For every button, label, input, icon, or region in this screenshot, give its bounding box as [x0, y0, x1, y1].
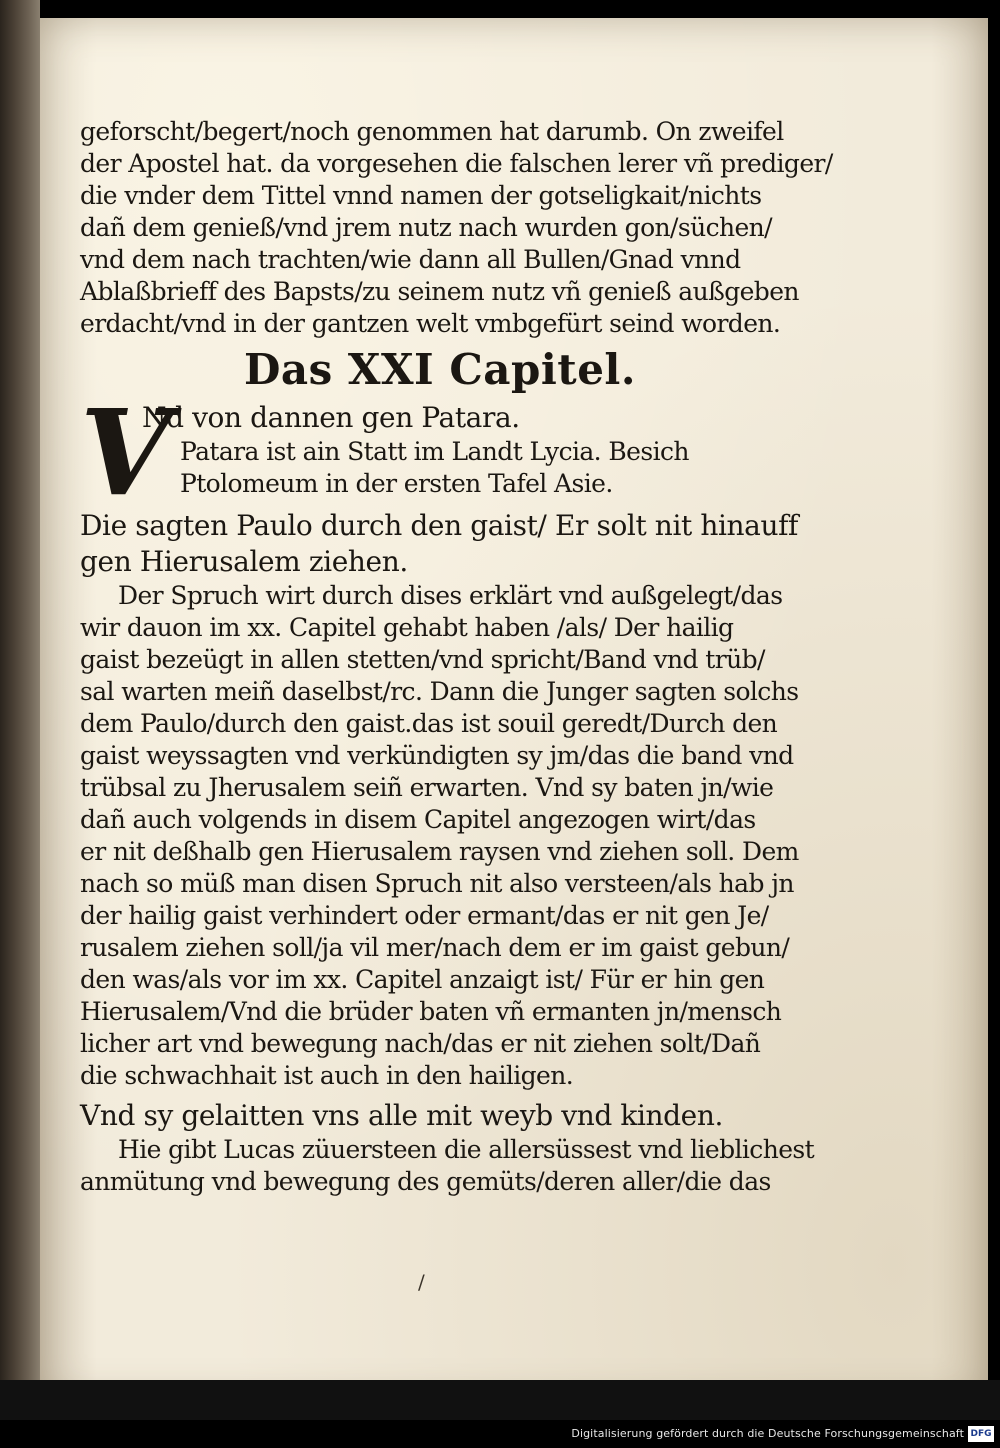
text-line: dem Paulo/durch den gaist.das ist souil geredt/Durch den: [80, 709, 778, 738]
opening-paragraph: [80, 116, 833, 340]
verse-line: Nd von dannen gen Patara.: [142, 401, 520, 434]
text-line: Hie gibt Lucas züuersteen die allersüssest vnd lieblichest: [118, 1135, 815, 1164]
commentary-paragraph: [80, 1134, 815, 1198]
text-line: anmütung vnd bewegung des gemüts/deren aller/die das: [80, 1167, 771, 1196]
text-line: den was/als vor im xx. Capitel anzaigt ist/ Für er hin gen: [80, 965, 765, 994]
text-line: er nit deßhalb gen Hierusalem raysen vnd ziehen soll. Dem: [80, 837, 799, 866]
text-line: Ablaßbrieff des Bapsts/zu seinem nutz vñ genieß außgeben: [80, 277, 799, 306]
verse-block: [80, 508, 800, 580]
drop-initial: V: [80, 383, 172, 522]
gloss-line: Patara ist ain Statt im Landt Lycia. Besich: [180, 437, 689, 466]
text-line: dañ auch volgends in disem Capitel angezogen wirt/das: [80, 805, 756, 834]
text-line: trübsal zu Jherusalem seiñ erwarten. Vnd sy baten jn/wie: [80, 773, 774, 802]
dfg-logo-icon: DFG: [968, 1426, 994, 1442]
book-page: [40, 18, 988, 1402]
scan-bottom-edge: [0, 1380, 1000, 1420]
page-mark: /: [418, 1270, 425, 1294]
text-line: die schwachhait ist auch in den hailigen.: [80, 1061, 574, 1090]
text-line: erdacht/vnd in der gantzen welt vmbgefürt seind worden.: [80, 309, 781, 338]
chapter-heading: Das XXI Capitel.: [243, 345, 636, 394]
text-line: licher art vnd bewegung nach/das er nit ziehen solt/Dañ: [80, 1029, 761, 1058]
text-line: dañ dem genieß/vnd jrem nutz nach wurden gon/süchen/: [80, 213, 772, 242]
text-line: nach so müß man disen Spruch nit also versteen/als hab jn: [80, 869, 794, 898]
initial-text: [142, 400, 689, 500]
text-line: sal warten meiñ daselbst/rc. Dann die Junger sagten solchs: [80, 677, 799, 706]
scan-binding-edge: [0, 0, 40, 1420]
page-text: [80, 116, 833, 1198]
text-line: Der Spruch wirt durch dises erklärt vnd außgelegt/das: [118, 581, 783, 610]
commentary-paragraph: [80, 580, 800, 1092]
text-line: vnd dem nach trachten/wie dann all Bullen/Gnad vnnd: [80, 245, 741, 274]
text-line: wir dauon im xx. Capitel gehabt haben /als/ Der hailig: [80, 613, 734, 642]
verse-line: Die sagten Paulo durch den gaist/ Er solt nit hinauff: [80, 509, 799, 542]
text-line: gaist bezeügt in allen stetten/vnd spricht/Band vnd trüb/: [80, 645, 765, 674]
text-line: die vnder dem Tittel vnnd namen der gotseligkait/nichts: [80, 181, 762, 210]
text-line: der Apostel hat. da vorgesehen die falschen lerer vñ prediger/: [80, 149, 833, 178]
text-line: Hierusalem/Vnd die brüder baten vñ ermanten jn/mensch: [80, 997, 782, 1026]
gloss-line: Ptolomeum in der ersten Tafel Asie.: [180, 469, 613, 498]
verse-line: Vnd sy gelaitten vns alle mit weyb vnd kinden.: [80, 1099, 723, 1132]
text-line: rusalem ziehen soll/ja vil mer/nach dem er im gaist gebun/: [80, 933, 790, 962]
verse-line: gen Hierusalem ziehen.: [80, 545, 408, 578]
text-line: geforscht/begert/noch genommen hat darumb. On zweifel: [80, 117, 784, 146]
text-line: gaist weyssagten vnd verkündigten sy jm/das die band vnd: [80, 741, 794, 770]
text-line: der hailig gaist verhindert oder ermant/das er nit gen Je/: [80, 901, 769, 930]
chapter-opening: [80, 383, 800, 522]
funding-credit: Digitalisierung gefördert durch die Deutsche Forschungsgemeinschaft: [571, 1427, 964, 1440]
